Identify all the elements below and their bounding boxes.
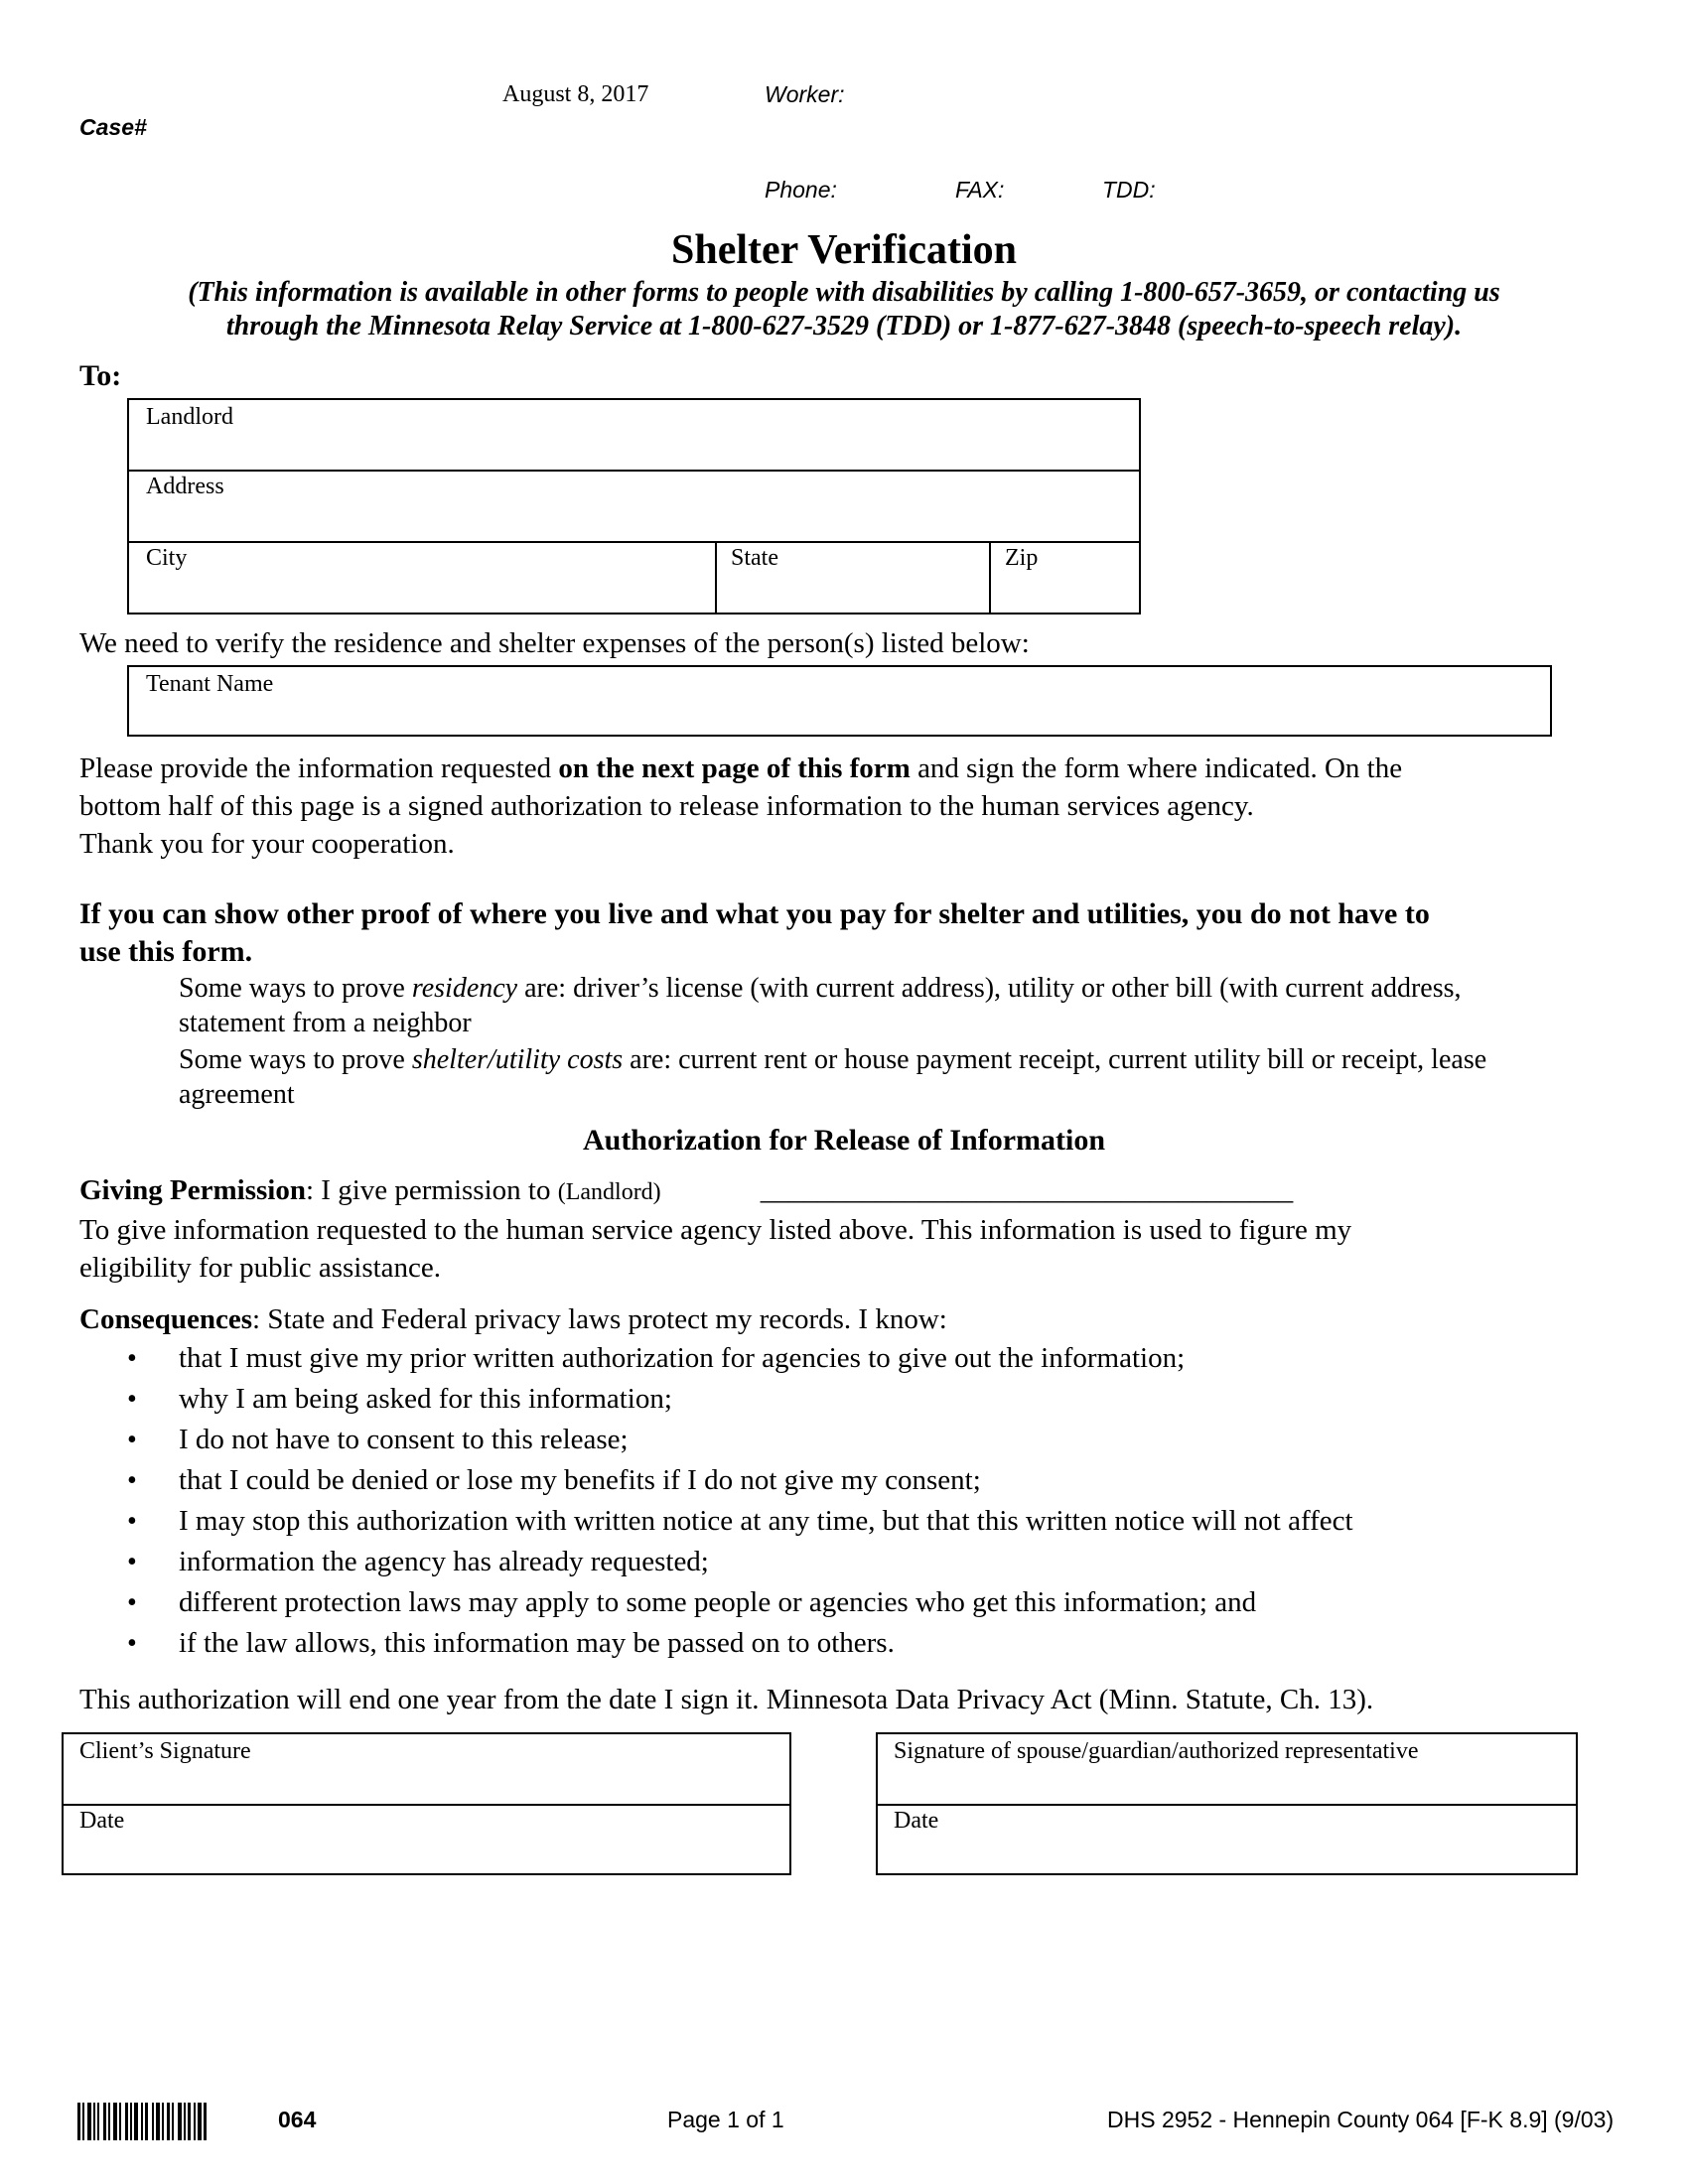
consequences-text: : State and Federal privacy laws protect my records. I know: xyxy=(252,1303,947,1335)
to-label: To: xyxy=(79,359,122,392)
tenant-name-box xyxy=(127,665,1552,737)
worker-label: Worker: xyxy=(765,81,845,107)
fax-label: FAX: xyxy=(955,177,1005,203)
accessibility-note xyxy=(0,276,1688,343)
permission-section xyxy=(79,1171,1648,1287)
landlord-info-box xyxy=(127,398,1141,614)
permission-label: Giving Permission xyxy=(79,1174,306,1206)
phone-label: Phone: xyxy=(765,177,837,203)
proof-costs-term: shelter/utility costs xyxy=(411,1044,624,1075)
instructions-line-2: bottom half of this page is a signed authorization to release information to the human services agency. xyxy=(79,790,1254,822)
tdd-label: TDD: xyxy=(1102,177,1156,203)
instructions-line-3: Thank you for your cooperation. xyxy=(79,828,455,860)
spouse-signature-field[interactable]: Signature of spouse/guardian/authorized representative xyxy=(894,1738,1419,1764)
proof-residency-term: residency xyxy=(411,973,518,1004)
permission-landlord-note: (Landlord) xyxy=(557,1179,661,1205)
list-item: • that I must give my prior written authorization for agencies to give out the information; xyxy=(79,1338,1648,1379)
spouse-signature-box xyxy=(876,1732,1578,1875)
accessibility-note-line-1: (This information is available in other forms to people with disabilities by calling 1-800-657-3659, or contacting us xyxy=(188,277,1500,308)
authorization-heading: Authorization for Release of Information xyxy=(582,1124,1106,1157)
instructions xyxy=(79,750,1628,863)
instructions-emphasis: on the next page of this form xyxy=(558,752,911,784)
proof-heading-line-1: If you can show other proof of where you live and what you pay for shelter and utilities, you do not have to xyxy=(79,897,1430,930)
barcode-icon xyxy=(77,2103,207,2140)
form-date: August 8, 2017 xyxy=(502,81,649,107)
list-item: • if the law allows, this information may be passed on to others. xyxy=(79,1623,1648,1664)
instructions-text: Please provide the information requested xyxy=(79,752,559,784)
list-item: • why I am being asked for this information; xyxy=(79,1379,1648,1420)
landlord-name-blank[interactable]: _____________________________________ xyxy=(760,1174,1294,1206)
divider xyxy=(64,1804,789,1806)
proof-costs-rest: are: current rent or house payment receipt, current utility bill or receipt, lease xyxy=(623,1044,1487,1075)
proof-residency-line-2: statement from a neighbor xyxy=(179,1008,472,1038)
landlord-field[interactable]: Landlord xyxy=(146,404,233,430)
list-item: • I do not have to consent to this release; xyxy=(79,1420,1648,1460)
state-field[interactable]: State xyxy=(731,545,778,571)
form-code: 064 xyxy=(278,2107,317,2132)
zip-field[interactable]: Zip xyxy=(1005,545,1039,571)
page-title: Shelter Verification xyxy=(670,227,1018,273)
proof-costs-prefix: Some ways to prove xyxy=(179,1044,412,1075)
divider xyxy=(129,470,1139,472)
end-text: This authorization will end one year from the date I sign it. Minnesota Data Privacy Act (Minn. Statute, Ch. 13). xyxy=(79,1684,1374,1715)
verify-text: We need to verify the residence and shelter expenses of the person(s) listed below: xyxy=(79,627,1030,659)
consequences-label: Consequences xyxy=(79,1303,253,1335)
city-field[interactable]: City xyxy=(146,545,188,571)
client-signature-box xyxy=(62,1732,791,1875)
spouse-date-field[interactable]: Date xyxy=(894,1808,939,1834)
address-field[interactable]: Address xyxy=(146,474,224,499)
proof-costs xyxy=(179,1042,1648,1112)
proof-residency-rest: are: driver’s license (with current address), utility or other bill (with current address, xyxy=(517,973,1462,1004)
divider xyxy=(878,1804,1576,1806)
client-date-field[interactable]: Date xyxy=(79,1808,125,1834)
list-item: • that I could be denied or lose my benefits if I do not give my consent; xyxy=(79,1460,1648,1501)
client-signature-field[interactable]: Client’s Signature xyxy=(79,1738,251,1764)
list-item: • I may stop this authorization with written notice at any time, but that this written notice will not affect xyxy=(79,1501,1648,1542)
permission-line-2: To give information requested to the human service agency listed above. This information is used to figure my xyxy=(79,1214,1352,1246)
divider xyxy=(129,541,1139,543)
proof-residency xyxy=(179,971,1648,1040)
list-item: • information the agency has already requested; xyxy=(79,1542,1648,1582)
divider xyxy=(989,541,991,613)
proof-heading xyxy=(79,895,1648,971)
proof-costs-line-2: agreement xyxy=(179,1079,295,1110)
case-number-label: Case# xyxy=(79,114,147,140)
list-item: • different protection laws may apply to some people or agencies who get this information; and xyxy=(79,1582,1648,1623)
page-number: Page 1 of 1 xyxy=(667,2107,784,2132)
permission-line-3: eligibility for public assistance. xyxy=(79,1252,442,1284)
consequences-heading xyxy=(79,1300,1648,1338)
proof-residency-prefix: Some ways to prove xyxy=(179,973,412,1004)
accessibility-note-line-2: through the Minnesota Relay Service at 1-800-627-3529 (TDD) or 1-877-627-3848 (speech-to-speech relay). xyxy=(225,311,1463,341)
form-identifier: DHS 2952 - Hennepin County 064 [F-K 8.9] (9/03) xyxy=(1107,2107,1615,2132)
instructions-text: and sign the form where indicated. On the xyxy=(910,752,1403,784)
proof-heading-line-2: use this form. xyxy=(79,935,253,968)
tenant-name-field[interactable]: Tenant Name xyxy=(146,671,274,697)
permission-text: : I give permission to xyxy=(305,1174,558,1206)
divider xyxy=(715,541,717,613)
consequences-list xyxy=(79,1338,1648,1664)
